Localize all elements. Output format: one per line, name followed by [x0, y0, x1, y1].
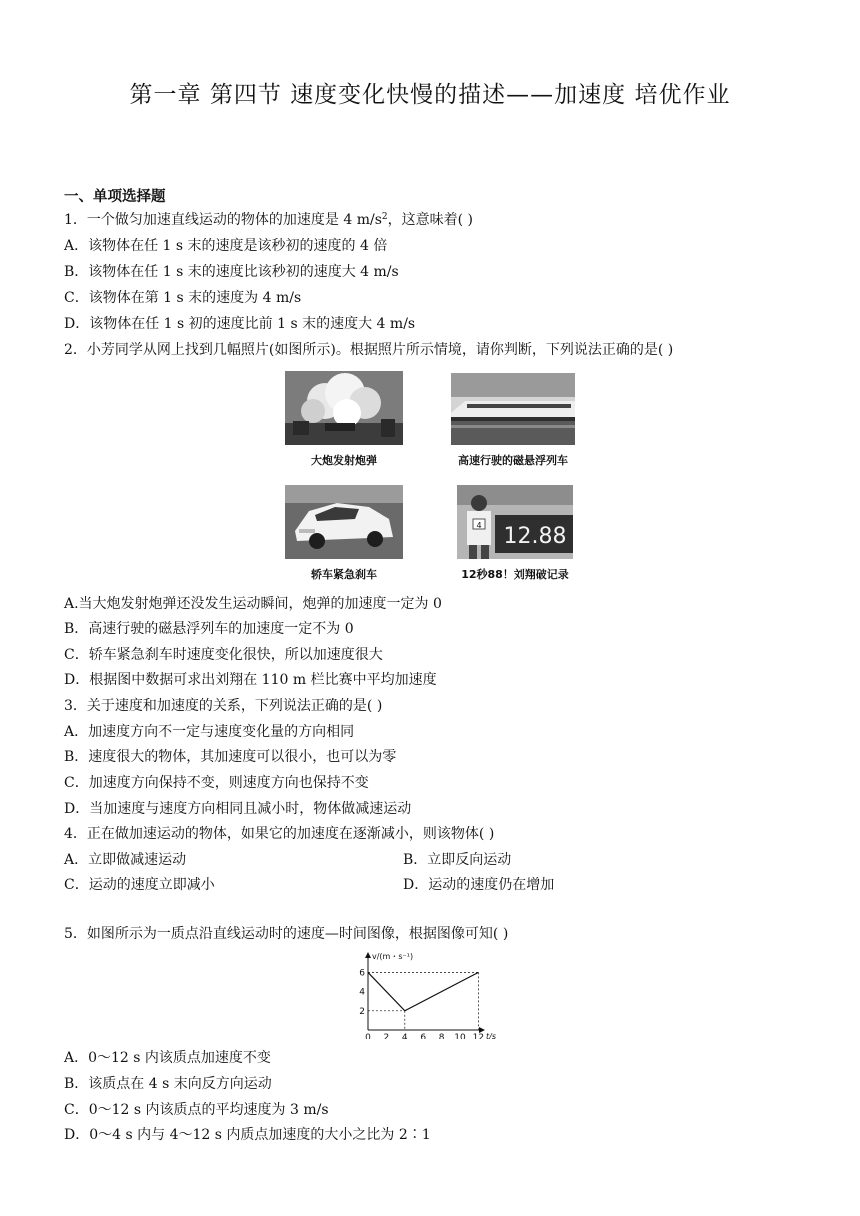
q5-option-b: B．该质点在 4 s 末向反方向运动 — [64, 1076, 272, 1092]
q1-stem-tail: ，这意味着( ) — [387, 212, 473, 228]
q4-option-a: A．立即做减速运动 — [64, 852, 187, 868]
q2-option-d: D．根据图中数据可求出刘翔在 110 m 栏比赛中平均加速度 — [64, 672, 437, 688]
q5-option-c: C．0～12 s 内该质点的平均速度为 3 m/s — [64, 1102, 329, 1118]
x-axis-label: t/s — [486, 1032, 496, 1039]
q2-option-c: C．轿车紧急刹车时速度变化很快，所以加速度很大 — [64, 647, 383, 663]
scoreboard-text: 12.88 — [503, 524, 567, 549]
maglev-photo — [451, 373, 575, 445]
caption-athlete: 12秒88！刘翔破记录 — [461, 568, 569, 581]
caption-maglev: 高速行驶的磁悬浮列车 — [458, 454, 568, 467]
x-tick-label: 4 — [401, 1033, 408, 1039]
q2-option-b: B．高速行驶的磁悬浮列车的加速度一定不为 0 — [64, 621, 354, 637]
cannon-photo — [285, 371, 403, 445]
q4-option-c: C．运动的速度立即减小 — [64, 877, 215, 893]
q3-option-c: C．加速度方向保持不变，则速度方向也保持不变 — [64, 775, 369, 791]
q5-option-a: A．0～12 s 内该质点加速度不变 — [64, 1050, 271, 1066]
q1-stem — [64, 211, 473, 229]
q1-superscript: 2 — [381, 212, 388, 222]
q4-stem: 4．正在做加速运动的物体，如果它的加速度在逐渐减小，则该物体( ) — [64, 826, 495, 842]
q1-option-a: A．该物体在任 1 s 末的速度是该秒初的速度的 4 倍 — [64, 238, 388, 254]
q3-option-a: A．加速度方向不一定与速度变化量的方向相同 — [64, 724, 355, 740]
q3-stem: 3．关于速度和加速度的关系，下列说法正确的是( ) — [64, 698, 383, 714]
q3-option-d: D．当加速度与速度方向相同且减小时，物体做减速运动 — [64, 801, 412, 817]
q1-option-d: D．该物体在任 1 s 初的速度比前 1 s 末的速度大 4 m/s — [64, 316, 416, 332]
x-tick-label: 10 — [454, 1033, 466, 1039]
x-ticks — [365, 1033, 484, 1039]
caption-cannon: 大炮发射炮弹 — [311, 454, 377, 467]
q5-stem: 5．如图所示为一质点沿直线运动时的速度—时间图像，根据图像可知( ) — [64, 926, 509, 942]
caption-car: 轿车紧急刹车 — [311, 568, 377, 581]
x-tick-label: 0 — [365, 1033, 371, 1039]
car-photo — [285, 485, 403, 559]
q1-option-b: B．该物体在任 1 s 末的速度比该秒初的速度大 4 m/s — [64, 264, 399, 280]
y-ticks — [359, 968, 365, 1016]
velocity-series-line — [368, 972, 478, 1010]
q4-option-d: D．运动的速度仍在增加 — [403, 877, 555, 893]
y-tick-label: 2 — [359, 1006, 365, 1017]
q3-option-b: B．速度很大的物体，其加速度可以很小，也可以为零 — [64, 749, 397, 765]
q1-stem-text: 1．一个做匀加速直线运动的物体的加速度是 4 m/s — [64, 212, 382, 228]
y-axis-label: v/(m・s⁻¹) — [372, 952, 414, 961]
y-tick-label: 4 — [359, 987, 365, 998]
q4-option-b: B．立即反向运动 — [403, 852, 512, 868]
x-tick-label: 8 — [438, 1033, 445, 1039]
q2-option-a: A.当大炮发射炮弹还没发生运动瞬间，炮弹的加速度一定为 0 — [64, 596, 442, 612]
velocity-time-chart — [354, 949, 504, 1039]
x-tick-label: 6 — [420, 1033, 427, 1039]
bib-number: 4 — [476, 521, 482, 530]
q5-option-d: D．0～4 s 内与 4～12 s 内质点加速度的大小之比为 2∶1 — [64, 1127, 431, 1143]
q2-stem: 2．小芳同学从网上找到几幅照片(如图所示)。根据照片所示情境，请你判断，下列说法正确的是( ) — [64, 342, 674, 358]
y-tick-label: 6 — [359, 968, 365, 979]
athlete-photo — [457, 485, 573, 559]
q1-option-c: C．该物体在第 1 s 末的速度为 4 m/s — [64, 290, 302, 306]
section-heading: 一、单项选择题 — [64, 189, 166, 205]
page-title: 第一章 第四节 速度变化快慢的描述——加速度 培优作业 — [129, 82, 731, 108]
x-tick-label: 2 — [383, 1033, 390, 1039]
x-tick-label: 12 — [472, 1033, 485, 1039]
